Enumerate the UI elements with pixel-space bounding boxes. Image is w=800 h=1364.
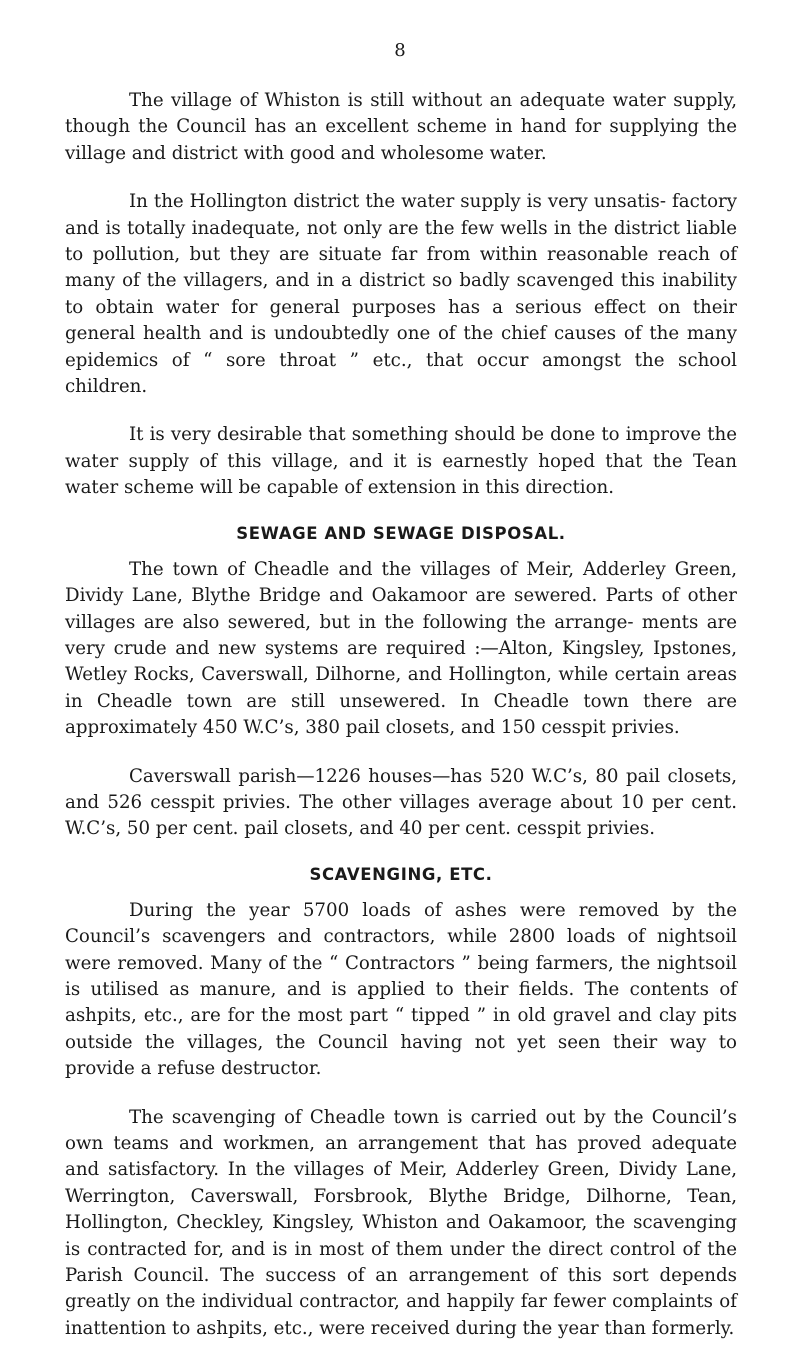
paragraph-whiston-water: The village of Whiston is still without an adequate water supply, though the Council has an excellent scheme in hand for supplying the village and district with good and wholesome water.: [65, 90, 737, 164]
page-number: 8: [394, 40, 406, 61]
paragraph-caverswall-parish: Caverswall parish—1226 houses—has 520 W.C’s, 80 pail closets, and 526 cesspit privies. The other villages average about 10 per cent. W.C’s, 50 per cent. pail closets, and 40 per cent. cesspit privies.: [65, 765, 737, 840]
heading-scavenging: SCAVENGING, ETC.: [309, 864, 493, 884]
paragraph-ashes-removal: During the year 5700 loads of ashes were removed by the Council’s scavengers and contractors, while 2800 loads of nightsoil were removed. Many of the “ Contractors ” being farmers, the nightsoil is utilised as manure, and is applied to their fields. The contents of ashpits, etc., are for the most part “ tipped ” in old gravel and clay pits outside the villages, the Council having not yet seen their way to provide a refuse destructor.: [65, 899, 737, 1080]
paragraph-sewered-villages: The town of Cheadle and the villages of Meir, Adderley Green, Dividy Lane, Blythe Bridge and Oakamoor are sewered. Parts of other villages are also sewered, but in the following the arrange- ments are very crude and new systems are required :—Alton, Kingsley, Ipstones, Wetley Rocks, Caverswall, Dilhorne, and Hollington, while certain areas in Cheadle town are still unsewered. In Cheadle town there are approximately 450 W.C’s, 380 pail closets, and 150 cesspit privies.: [65, 558, 737, 739]
paragraph-cheadle-scavenging: The scavenging of Cheadle town is carried out by the Council’s own teams and workmen, an arrangement that has proved adequate and satisfactory. In the villages of Meir, Adderley Green, Dividy Lane, Werrington, Caverswall, Forsbrook, Blythe Bridge, Dilhorne, Tean, Hollington, Checkley, Kingsley, Whiston and Oakamoor, the scavenging is contracted for, and is in most of them under the direct control of the Parish Council. The success of an arrangement of this sort depends greatly on the individual contractor, and happily far fewer complaints of inattention to ashpits, etc., were received during the year than formerly.: [65, 1106, 737, 1339]
document-body: [65, 88, 737, 1364]
paragraph-water-improvement: It is very desirable that something should be done to improve the water supply of this village, and it is earnestly hoped that the Tean water scheme will be capable of extension in this direction.: [65, 424, 737, 499]
heading-sewage-disposal: SEWAGE AND SEWAGE DISPOSAL.: [236, 523, 566, 543]
paragraph-hollington-water: In the Hollington district the water supply is very unsatis- factory and is totally inadequate, not only are the few wells in the district liable to pollution, but they are situate far from within reasonable reach of many of the villagers, and in a district so badly scavenged this inability to obtain water for general purposes has a serious effect on their general health and is undoubtedly one of the chief causes of the many epidemics of “ sore throat ” etc., that occur amongst the school children.: [65, 191, 737, 398]
